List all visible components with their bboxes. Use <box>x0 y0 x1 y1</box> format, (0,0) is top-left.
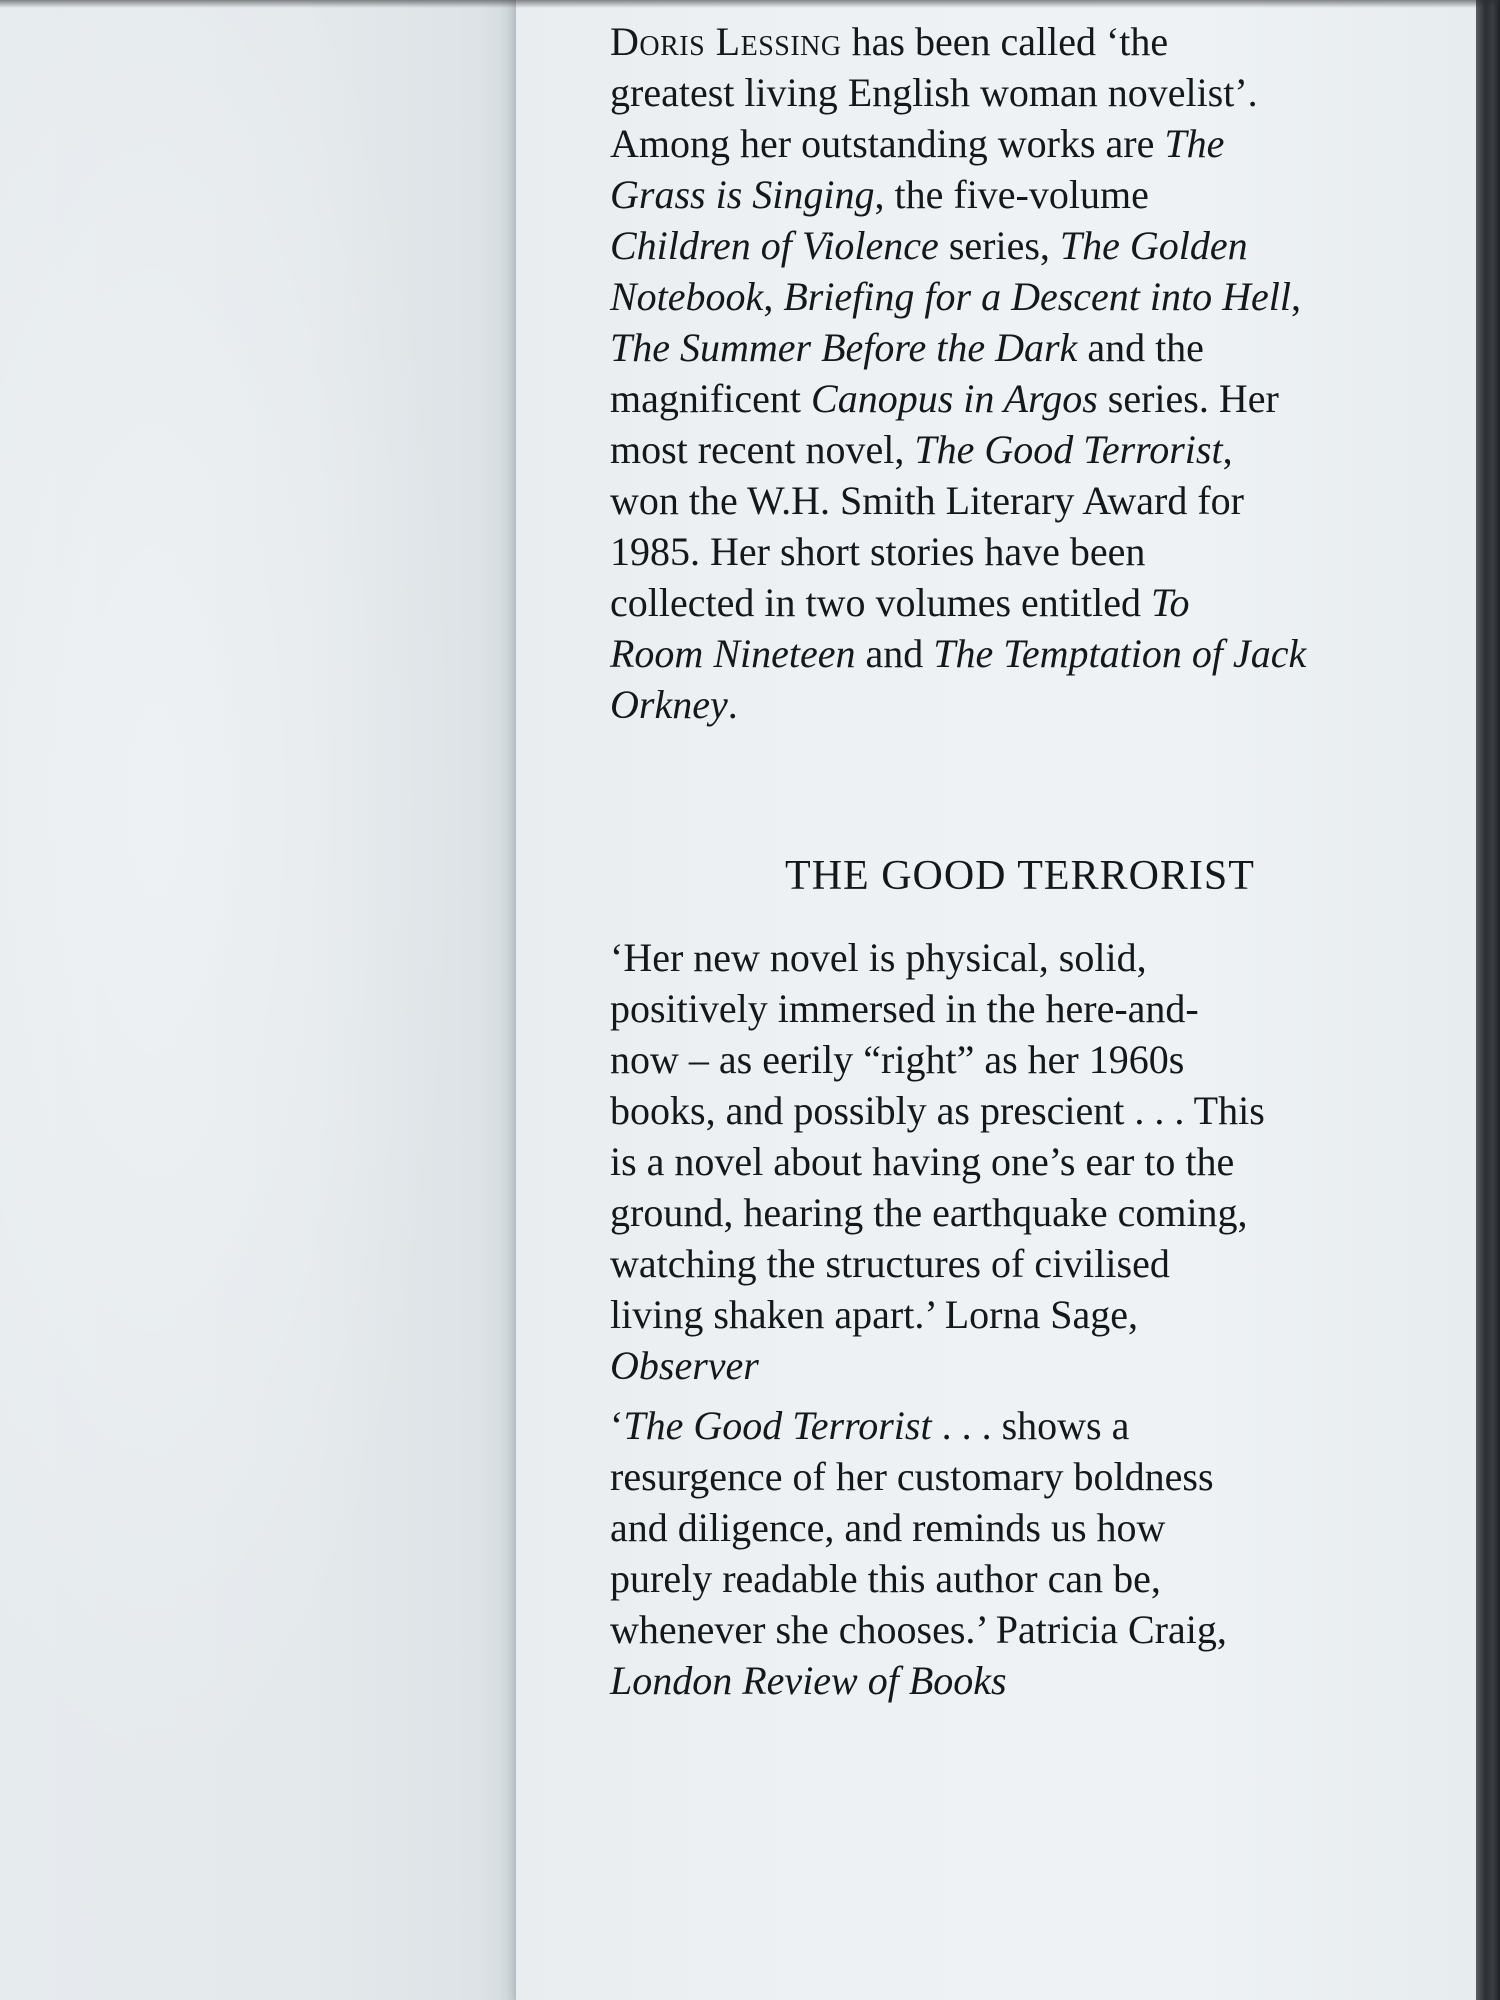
text-segment: has been called ‘the <box>841 19 1169 64</box>
italic-title-text: Orkney <box>610 682 728 727</box>
text-segment: . . . shows a <box>931 1403 1130 1448</box>
italic-title-text: The Summer Before the Dark <box>610 325 1078 370</box>
text-line <box>610 1136 1430 1187</box>
italic-title-text: Notebook <box>610 274 764 319</box>
text-segment: Among her outstanding works are <box>610 121 1165 166</box>
text-segment: 1985. Her short stories have been <box>610 529 1146 574</box>
italic-title-text: The Temptation of Jack <box>933 631 1307 676</box>
italic-title-text: Briefing for a Descent into Hell <box>783 274 1292 319</box>
text-line <box>610 118 1430 169</box>
text-segment: is a novel about having one’s ear to the <box>610 1139 1235 1184</box>
text-segment: , the five-volume <box>874 172 1149 217</box>
text-line <box>610 16 1430 67</box>
italic-title-text: Observer <box>610 1343 759 1388</box>
text-segment: and diligence, and reminds us how <box>610 1505 1166 1550</box>
italic-title-text: The <box>1164 121 1225 166</box>
review-quote-patricia-craig <box>610 1400 1430 1706</box>
text-line <box>610 983 1430 1034</box>
text-segment: ‘Her new novel is physical, solid, <box>610 935 1147 980</box>
book-title-heading: THE GOOD TERRORIST <box>785 853 1255 899</box>
text-line <box>610 1034 1430 1085</box>
text-segment: won the W.H. Smith Literary Award for <box>610 478 1245 523</box>
italic-title-text: To <box>1150 580 1190 625</box>
text-segment: collected in two volumes entitled <box>610 580 1151 625</box>
text-line <box>610 67 1430 118</box>
italic-title-text: Room Nineteen <box>610 631 856 676</box>
text-line <box>610 1553 1430 1604</box>
text-segment: , <box>1291 274 1302 319</box>
italic-title-text: Children of Violence <box>610 223 939 268</box>
text-segment: watching the structures of civilised <box>610 1241 1170 1286</box>
text-segment: , <box>763 274 784 319</box>
text-segment: living shaken apart.’ Lorna Sage, <box>610 1292 1138 1337</box>
text-segment: magnificent <box>610 376 812 421</box>
text-line <box>610 271 1430 322</box>
text-segment: whenever she chooses.’ Patricia Craig, <box>610 1607 1227 1652</box>
text-segment: positively immersed in the here-and- <box>610 986 1199 1031</box>
text-line <box>610 526 1430 577</box>
text-line <box>610 932 1430 983</box>
text-segment: most recent novel, <box>610 427 915 472</box>
text-segment: , <box>1222 427 1233 472</box>
text-line <box>610 577 1430 628</box>
text-segment: ground, hearing the earthquake coming, <box>610 1190 1248 1235</box>
text-line <box>610 1340 1430 1391</box>
italic-title-text: Grass is Singing <box>610 172 875 217</box>
text-line <box>610 1238 1430 1289</box>
text-line <box>610 628 1430 679</box>
text-line <box>610 475 1430 526</box>
text-segment: series. Her <box>1097 376 1279 421</box>
text-line <box>610 322 1430 373</box>
text-segment: and <box>855 631 934 676</box>
text-line <box>610 1502 1430 1553</box>
text-segment: . <box>727 682 738 727</box>
text-segment: books, and possibly as prescient . . . This <box>610 1088 1265 1133</box>
cover-edge <box>1476 0 1500 2000</box>
italic-title-text: The Good Terrorist <box>914 427 1223 472</box>
review-quote-lorna-sage <box>610 932 1430 1391</box>
text-line <box>610 1604 1430 1655</box>
italic-title-text: London Review of Books <box>610 1658 1007 1703</box>
text-segment: ‘ <box>610 1403 624 1448</box>
text-line <box>610 1085 1430 1136</box>
text-segment: resurgence of her customary boldness <box>610 1454 1214 1499</box>
text-line <box>610 1400 1430 1451</box>
text-segment: now – as eerily “right” as her 1960s <box>610 1037 1185 1082</box>
italic-title-text: The Good Terrorist <box>623 1403 932 1448</box>
text-segment: and the <box>1077 325 1204 370</box>
top-shadow <box>0 0 1500 8</box>
text-line <box>610 1289 1430 1340</box>
text-line <box>610 169 1430 220</box>
text-line <box>610 1187 1430 1238</box>
text-line <box>610 373 1430 424</box>
text-line <box>610 679 1430 730</box>
left-blank-page <box>0 0 520 2000</box>
italic-title-text: Canopus in Argos <box>811 376 1098 421</box>
text-line <box>610 220 1430 271</box>
text-line <box>610 1451 1430 1502</box>
text-line <box>610 424 1430 475</box>
text-segment: series, <box>938 223 1060 268</box>
text-segment: greatest living English woman novelist’. <box>610 70 1258 115</box>
italic-title-text: The Golden <box>1059 223 1248 268</box>
author-name: Doris Lessing <box>610 19 842 64</box>
author-bio-paragraph <box>610 16 1430 730</box>
text-line <box>610 1655 1430 1706</box>
text-segment: purely readable this author can be, <box>610 1556 1161 1601</box>
